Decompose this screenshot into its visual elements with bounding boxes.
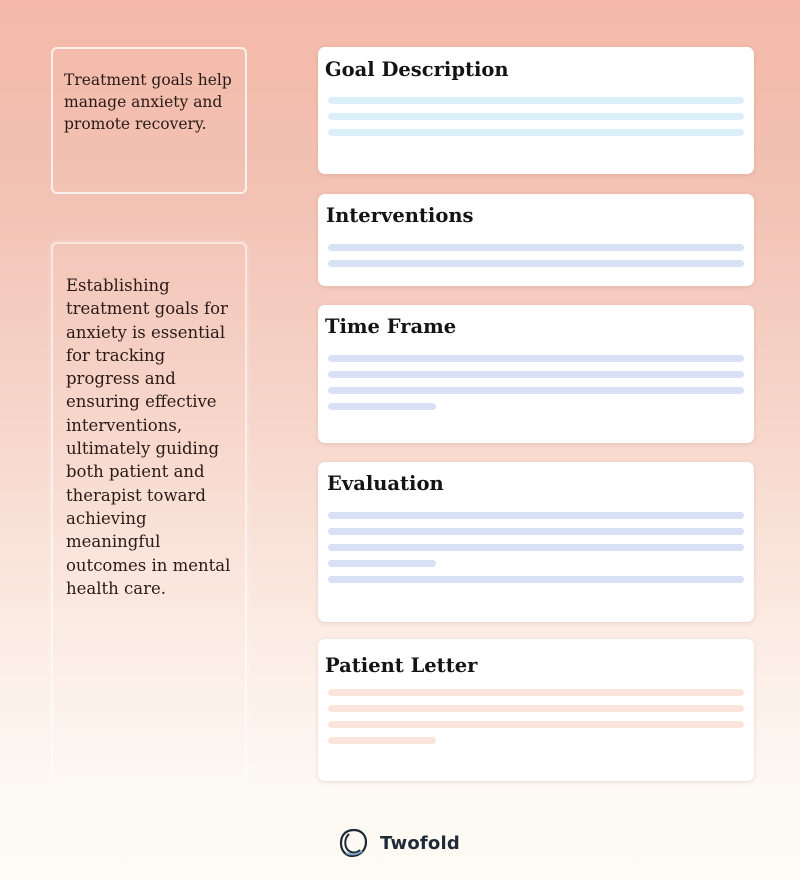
placeholder-line (328, 244, 744, 251)
twofold-logo-icon (338, 827, 370, 859)
interventions-title: Interventions (326, 204, 474, 227)
goal-description-title: Goal Description (325, 58, 509, 81)
goal-description-card (318, 47, 754, 174)
placeholder-line (328, 689, 744, 696)
evaluation-title: Evaluation (327, 472, 444, 495)
placeholder-line (328, 403, 436, 410)
patient-letter-card (318, 639, 754, 781)
placeholder-line (328, 560, 436, 567)
placeholder-line (328, 737, 436, 744)
details-note (51, 242, 247, 780)
placeholder-line (328, 97, 744, 104)
placeholder-line (328, 721, 744, 728)
patient-letter-title: Patient Letter (325, 654, 478, 677)
placeholder-line (328, 113, 744, 120)
placeholder-line (328, 355, 744, 362)
placeholder-line (328, 576, 744, 583)
time-frame-card (318, 305, 754, 443)
interventions-card (318, 194, 754, 286)
placeholder-line (328, 260, 744, 267)
details-text: Establishing treatment goals for anxiety is essential for tracking progress and ensuring effective interventions, ultimately guiding both patient and therapist toward achieving meaningful outcomes in mental health care. (66, 276, 231, 598)
placeholder-line (328, 129, 744, 136)
placeholder-line (328, 528, 744, 535)
evaluation-card (318, 462, 754, 622)
placeholder-line (328, 387, 744, 394)
placeholder-line (328, 544, 744, 551)
intro-text: Treatment goals help manage anxiety and promote recovery. (64, 71, 232, 133)
intro-note (51, 47, 247, 194)
brand-name: Twofold (380, 832, 460, 854)
time-frame-title: Time Frame (325, 315, 457, 338)
placeholder-line (328, 512, 744, 519)
brand-logo (338, 826, 460, 860)
placeholder-line (328, 705, 744, 712)
placeholder-line (328, 371, 744, 378)
